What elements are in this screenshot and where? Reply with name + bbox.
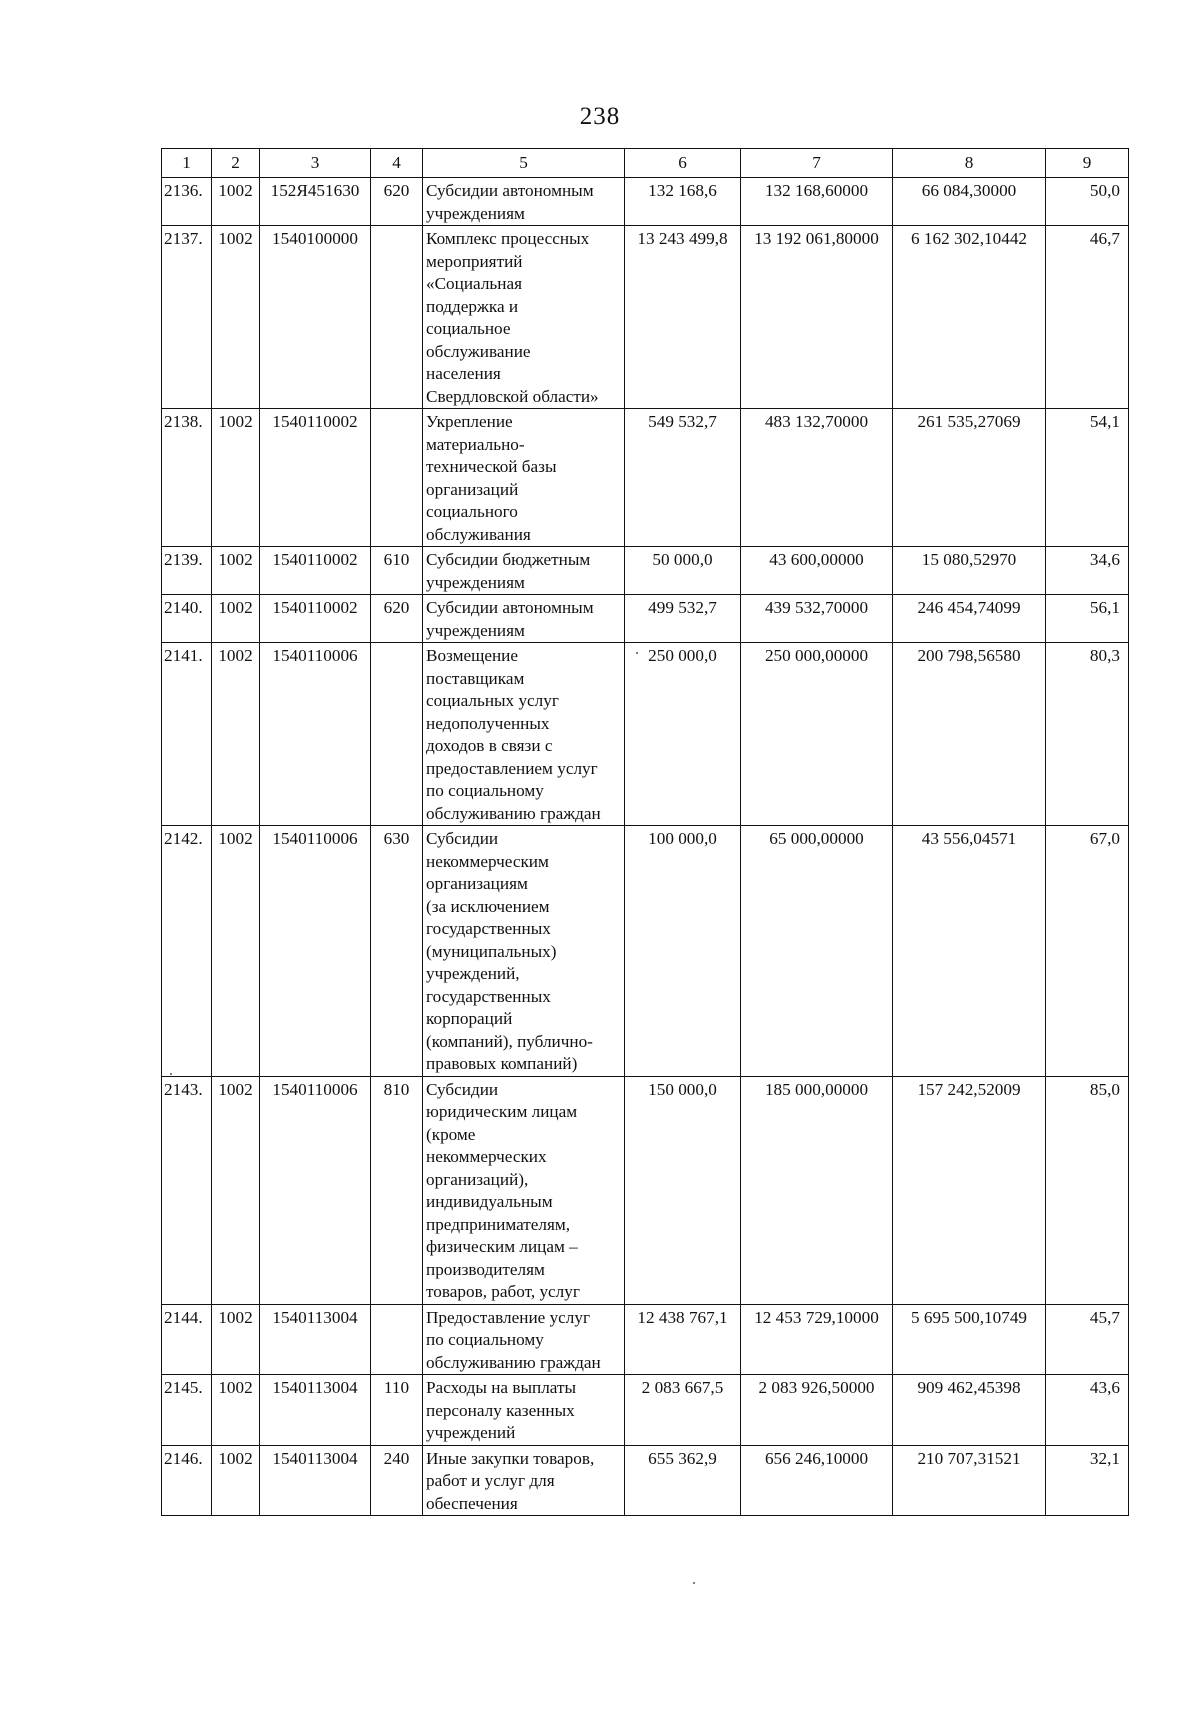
item-name-line: работ и услуг для <box>426 1471 555 1490</box>
item-name-line: (муниципальных) <box>426 941 557 961</box>
item-name-line: корпораций <box>426 1009 513 1028</box>
table-row <box>162 1375 1129 1446</box>
expense-type-cell: 610 <box>371 547 423 595</box>
item-name-cell <box>423 409 625 547</box>
row-number-cell: 2139. <box>162 547 212 595</box>
column-header: 7 <box>741 149 893 178</box>
item-name-line: организациям <box>426 874 528 893</box>
item-name-line: организаций), <box>426 1169 529 1189</box>
item-name-line: учреждениям <box>426 203 525 223</box>
value-col7-cell: 132 168,60000 <box>741 178 893 226</box>
value-col6-cell: 100 000,0 <box>625 826 741 1077</box>
target-article-cell: 1540110006 <box>260 643 371 826</box>
expense-type-cell: 630 <box>371 826 423 1077</box>
item-name-cell <box>423 595 625 643</box>
item-name-line: некоммерческих <box>426 1147 547 1166</box>
table-row <box>162 826 1129 1077</box>
item-name-line: (кроме <box>426 1124 476 1144</box>
item-name-line: Субсидии бюджетным <box>426 550 591 569</box>
value-col8-cell: 200 798,56580 <box>893 643 1046 826</box>
item-name-line: Иные закупки товаров, <box>426 1448 595 1468</box>
value-col6-cell: 12 438 767,1 <box>625 1304 741 1375</box>
item-name-line: Комплекс процессных <box>426 229 590 248</box>
value-col7-cell: 13 192 061,80000 <box>741 226 893 409</box>
item-name-line: организаций <box>426 479 519 499</box>
value-col7-cell: 2 083 926,50000 <box>741 1375 893 1446</box>
item-name-line: учреждениям <box>426 572 525 592</box>
section-code-cell: 1002 <box>212 178 260 226</box>
item-name-line: обслуживания <box>426 524 531 544</box>
table-row <box>162 1076 1129 1304</box>
value-col8-cell: 909 462,45398 <box>893 1375 1046 1446</box>
target-article-cell: 1540113004 <box>260 1375 371 1446</box>
percent-cell: 34,6 <box>1046 547 1129 595</box>
value-col8-cell: 246 454,74099 <box>893 595 1046 643</box>
value-col8-cell: 210 707,31521 <box>893 1445 1046 1516</box>
item-name-line: юридическим лицам <box>426 1102 578 1121</box>
scan-speck <box>636 652 638 654</box>
target-article-cell: 1540110002 <box>260 409 371 547</box>
page-number: 238 <box>579 103 621 130</box>
section-code-cell: 1002 <box>212 643 260 826</box>
row-number-cell: 2136. <box>162 178 212 226</box>
item-name-line: учреждений <box>426 1423 516 1442</box>
item-name-line: населения <box>426 364 501 383</box>
item-name-line: производителям <box>426 1259 545 1279</box>
expense-type-cell: 620 <box>371 595 423 643</box>
item-name-line: некоммерческим <box>426 851 549 871</box>
section-code-cell: 1002 <box>212 1375 260 1446</box>
row-number-cell: 2141. <box>162 643 212 826</box>
percent-cell: 67,0 <box>1046 826 1129 1077</box>
value-col7-cell: 483 132,70000 <box>741 409 893 547</box>
target-article-cell: 1540110006 <box>260 1076 371 1304</box>
value-col6-cell: 549 532,7 <box>625 409 741 547</box>
item-name-line: материально- <box>426 434 525 454</box>
column-header: 9 <box>1046 149 1129 178</box>
item-name-cell <box>423 178 625 226</box>
item-name-line: правовых компаний) <box>426 1054 578 1073</box>
percent-cell: 54,1 <box>1046 409 1129 547</box>
expense-type-cell: 620 <box>371 178 423 226</box>
value-col6-cell: 132 168,6 <box>625 178 741 226</box>
item-name-line: государственных <box>426 986 551 1006</box>
item-name-line: поставщикам <box>426 668 525 688</box>
item-name-line: (за исключением <box>426 896 550 916</box>
value-col6-cell: 13 243 499,8 <box>625 226 741 409</box>
item-name-cell <box>423 1304 625 1375</box>
row-number-cell: 2146. <box>162 1445 212 1516</box>
table-row <box>162 226 1129 409</box>
item-name-line: поддержка и <box>426 296 519 316</box>
item-name-cell <box>423 826 625 1077</box>
table-header-row <box>162 149 1129 178</box>
table-row <box>162 547 1129 595</box>
table-row <box>162 178 1129 226</box>
table-row <box>162 1445 1129 1516</box>
expense-type-cell: 810 <box>371 1076 423 1304</box>
item-name-line: товаров, работ, услуг <box>426 1282 580 1301</box>
row-number-cell: 2137. <box>162 226 212 409</box>
value-col6-cell: 499 532,7 <box>625 595 741 643</box>
item-name-line: доходов в связи с <box>426 736 553 755</box>
item-name-line: мероприятий <box>426 251 523 271</box>
item-name-line: предпринимателям, <box>426 1214 571 1234</box>
target-article-cell: 1540100000 <box>260 226 371 409</box>
item-name-line: социального <box>426 502 518 521</box>
item-name-cell <box>423 226 625 409</box>
row-number-cell: 2144. <box>162 1304 212 1375</box>
item-name-line: технической базы <box>426 457 557 476</box>
target-article-cell: 1540110002 <box>260 595 371 643</box>
row-number-cell: 2140. <box>162 595 212 643</box>
value-col8-cell: 43 556,04571 <box>893 826 1046 1077</box>
expense-type-cell <box>371 409 423 547</box>
value-col7-cell: 185 000,00000 <box>741 1076 893 1304</box>
column-header: 3 <box>260 149 371 178</box>
section-code-cell: 1002 <box>212 226 260 409</box>
expense-type-cell <box>371 226 423 409</box>
value-col8-cell: 261 535,27069 <box>893 409 1046 547</box>
column-header: 6 <box>625 149 741 178</box>
item-name-cell <box>423 643 625 826</box>
item-name-line: Расходы на выплаты <box>426 1378 577 1397</box>
target-article-cell: 152Я451630 <box>260 178 371 226</box>
item-name-line: государственных <box>426 919 551 938</box>
table-body <box>162 178 1129 1516</box>
value-col8-cell: 15 080,52970 <box>893 547 1046 595</box>
section-code-cell: 1002 <box>212 826 260 1077</box>
section-code-cell: 1002 <box>212 1445 260 1516</box>
table-row <box>162 595 1129 643</box>
value-col8-cell: 6 162 302,10442 <box>893 226 1046 409</box>
item-name-line: по социальному <box>426 1330 544 1349</box>
percent-cell: 43,6 <box>1046 1375 1129 1446</box>
table-row <box>162 409 1129 547</box>
item-name-line: предоставлением услуг <box>426 758 598 778</box>
item-name-line: Субсидии автономным <box>426 181 594 200</box>
item-name-line: индивидуальным <box>426 1192 553 1211</box>
percent-cell: 46,7 <box>1046 226 1129 409</box>
item-name-line: персоналу казенных <box>426 1400 575 1420</box>
expense-type-cell: 110 <box>371 1375 423 1446</box>
item-name-line: Предоставление услуг <box>426 1307 591 1327</box>
row-number-cell: 2142. <box>162 826 212 1077</box>
table-row <box>162 1304 1129 1375</box>
scan-speck <box>170 1073 172 1075</box>
section-code-cell: 1002 <box>212 1304 260 1375</box>
target-article-cell: 1540110002 <box>260 547 371 595</box>
section-code-cell: 1002 <box>212 1076 260 1304</box>
value-col7-cell: 65 000,00000 <box>741 826 893 1077</box>
item-name-cell <box>423 1076 625 1304</box>
item-name-cell <box>423 1375 625 1446</box>
column-header: 8 <box>893 149 1046 178</box>
item-name-line: обслуживание <box>426 341 531 361</box>
row-number-cell: 2145. <box>162 1375 212 1446</box>
value-col8-cell: 157 242,52009 <box>893 1076 1046 1304</box>
target-article-cell: 1540113004 <box>260 1445 371 1516</box>
column-header: 4 <box>371 149 423 178</box>
percent-cell: 32,1 <box>1046 1445 1129 1516</box>
item-name-line: (компаний), публично- <box>426 1031 593 1051</box>
value-col7-cell: 250 000,00000 <box>741 643 893 826</box>
item-name-line: социальное <box>426 319 511 338</box>
section-code-cell: 1002 <box>212 409 260 547</box>
scan-speck <box>693 1582 695 1584</box>
value-col7-cell: 439 532,70000 <box>741 595 893 643</box>
column-header: 2 <box>212 149 260 178</box>
value-col6-cell: 2 083 667,5 <box>625 1375 741 1446</box>
expense-type-cell: 240 <box>371 1445 423 1516</box>
percent-cell: 50,0 <box>1046 178 1129 226</box>
item-name-line: обслуживанию граждан <box>426 803 601 823</box>
item-name-line: «Социальная <box>426 274 522 293</box>
section-code-cell: 1002 <box>212 595 260 643</box>
value-col8-cell: 5 695 500,10749 <box>893 1304 1046 1375</box>
percent-cell: 45,7 <box>1046 1304 1129 1375</box>
item-name-line: обслуживанию граждан <box>426 1352 601 1372</box>
table-row <box>162 643 1129 826</box>
budget-table <box>161 148 1129 1516</box>
value-col8-cell: 66 084,30000 <box>893 178 1046 226</box>
percent-cell: 80,3 <box>1046 643 1129 826</box>
item-name-line: по социальному <box>426 781 544 800</box>
value-col6-cell: 655 362,9 <box>625 1445 741 1516</box>
percent-cell: 56,1 <box>1046 595 1129 643</box>
item-name-line: физическим лицам – <box>426 1237 578 1256</box>
percent-cell: 85,0 <box>1046 1076 1129 1304</box>
value-col6-cell: 50 000,0 <box>625 547 741 595</box>
target-article-cell: 1540110006 <box>260 826 371 1077</box>
target-article-cell: 1540113004 <box>260 1304 371 1375</box>
expense-type-cell <box>371 1304 423 1375</box>
value-col7-cell: 656 246,10000 <box>741 1445 893 1516</box>
item-name-line: социальных услуг <box>426 691 559 710</box>
column-header: 5 <box>423 149 625 178</box>
row-number-cell: 2138. <box>162 409 212 547</box>
item-name-line: обеспечения <box>426 1493 518 1513</box>
item-name-line: Возмещение <box>426 646 518 665</box>
value-col6-cell: 150 000,0 <box>625 1076 741 1304</box>
section-code-cell: 1002 <box>212 547 260 595</box>
item-name-line: Свердловской области» <box>426 386 599 406</box>
expense-type-cell <box>371 643 423 826</box>
value-col6-cell: 250 000,0 <box>625 643 741 826</box>
value-col7-cell: 12 453 729,10000 <box>741 1304 893 1375</box>
row-number-cell: 2143. <box>162 1076 212 1304</box>
item-name-line: учреждениям <box>426 620 525 640</box>
item-name-line: Субсидии <box>426 829 499 848</box>
item-name-line: Укрепление <box>426 412 513 431</box>
item-name-line: недополученных <box>426 713 550 733</box>
item-name-line: Субсидии <box>426 1079 499 1099</box>
item-name-cell <box>423 547 625 595</box>
item-name-line: учреждений, <box>426 964 520 983</box>
column-header: 1 <box>162 149 212 178</box>
value-col7-cell: 43 600,00000 <box>741 547 893 595</box>
item-name-cell <box>423 1445 625 1516</box>
item-name-line: Субсидии автономным <box>426 598 594 617</box>
